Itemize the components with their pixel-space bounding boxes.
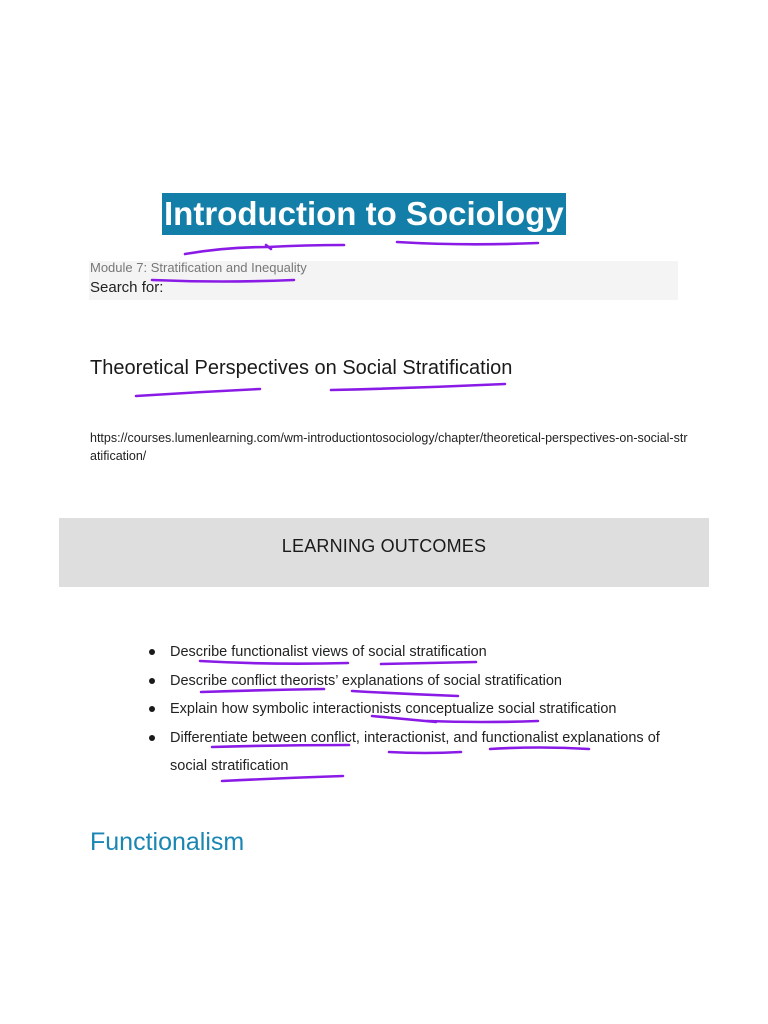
underline-stroke [136, 389, 260, 396]
learning-outcomes-list [148, 638, 688, 781]
section-heading: Functionalism [90, 828, 245, 856]
learning-outcomes-box [59, 518, 709, 587]
list-item [148, 638, 688, 667]
list-item-text: Describe conflict theorists’ explanations of social stratification [170, 672, 562, 689]
document-title: Introduction to Sociology [162, 193, 566, 235]
underline-stroke [266, 245, 271, 249]
underline-stroke [331, 384, 505, 390]
list-item [148, 695, 688, 724]
module-breadcrumb: Module 7: Stratification and Inequality [90, 260, 307, 275]
bullet-icon [149, 678, 155, 684]
bullet-icon [149, 735, 155, 741]
list-item [148, 724, 688, 781]
list-item-text: Explain how symbolic interactionists conceptualize social stratification [170, 701, 617, 717]
bullet-icon [149, 649, 155, 655]
learning-outcomes-heading: LEARNING OUTCOMES [281, 536, 487, 556]
list-item-text: Describe functionalist views of social stratification [170, 644, 487, 660]
page-heading: Theoretical Perspectives on Social Stratification [90, 357, 513, 379]
list-item-text: Differentiate between conflict, interactionist, and functionalist explanations of social stratification [170, 729, 660, 774]
search-label: Search for: [90, 279, 164, 296]
list-item [148, 667, 688, 696]
bullet-icon [149, 706, 155, 712]
underline-stroke [397, 242, 538, 244]
underline-stroke [185, 245, 344, 254]
source-url: https://courses.lumenlearning.com/wm-introductiontosociology/chapter/theoretical-perspectives-on-social-stratification/ [90, 431, 688, 463]
